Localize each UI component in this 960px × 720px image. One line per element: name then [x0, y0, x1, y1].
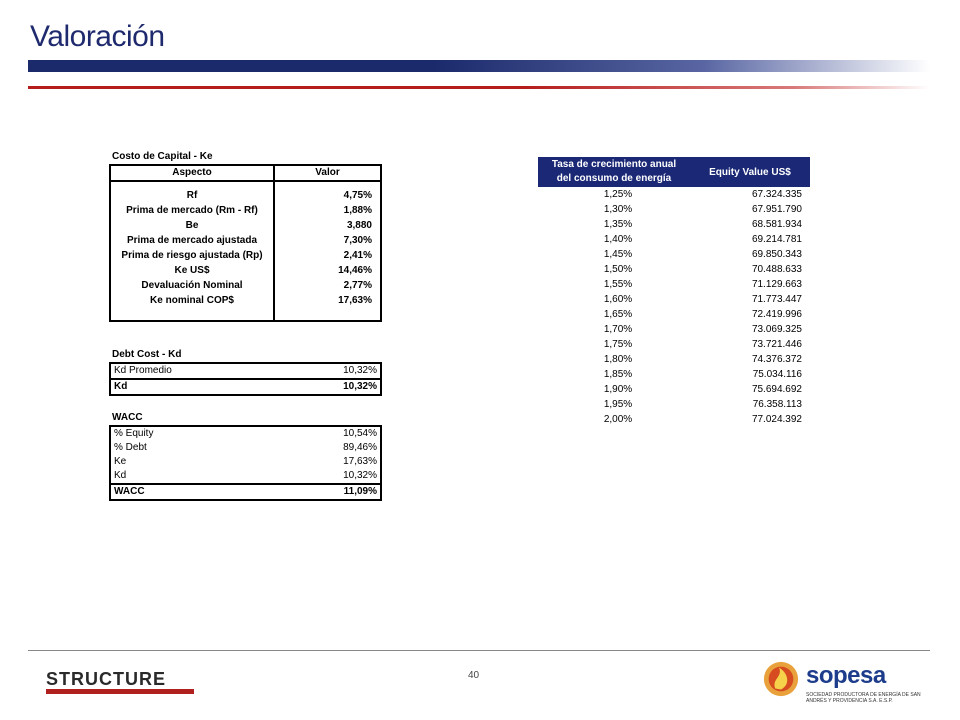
- growth-rate-cell: 1,90%: [603, 384, 633, 395]
- structure-logo-text: STRUCTURE: [46, 669, 166, 689]
- growth-rate-header-line2: del consumo de energía: [556, 173, 672, 184]
- ke-aspect: Prima de riesgo ajustada (Rp): [121, 250, 263, 261]
- equity-value-cell: 77.024.392: [751, 414, 802, 425]
- equity-value-cell: 76.358.113: [752, 399, 802, 410]
- ke-aspect: Devaluación Nominal: [141, 280, 243, 291]
- sopesa-logo-text: sopesa: [806, 662, 886, 689]
- header-red-line: [28, 86, 930, 89]
- ke-header-aspect: Aspecto: [110, 165, 274, 181]
- equity-value-cell: 69.850.343: [751, 249, 802, 260]
- ke-value: 3,880: [274, 218, 381, 233]
- growth-rate-header-line1: Tasa de crecimiento anual: [551, 159, 677, 170]
- sopesa-tagline: SOCIEDAD PRODUCTORA DE ENERGÍA DE SAN ANDRÉS Y PROVIDENCIA S.A. E.S.P.: [806, 692, 921, 704]
- growth-rate-cell: 1,95%: [603, 399, 633, 410]
- ke-section-label: Costo de Capital - Ke: [112, 151, 213, 162]
- equity-value-cell: 74.376.372: [751, 354, 802, 365]
- wacc-table: [109, 425, 382, 501]
- equity-value-cell: 71.773.447: [751, 294, 802, 305]
- growth-rate-cell: 1,60%: [603, 294, 633, 305]
- sopesa-flame-icon: [762, 660, 800, 698]
- footer-divider: [28, 650, 930, 651]
- kd-name: Kd Promedio: [114, 365, 172, 376]
- growth-rate-cell: 1,30%: [603, 204, 633, 215]
- growth-rate-cell: 2,00%: [603, 414, 633, 425]
- equity-value-cell: 71.129.663: [751, 279, 802, 290]
- growth-rate-cell: 1,70%: [603, 324, 633, 335]
- structure-logo-band: [46, 689, 194, 694]
- equity-value-cell: 75.034.116: [752, 369, 802, 380]
- equity-value-cell: 73.069.325: [751, 324, 802, 335]
- kd-value: 10,32%: [276, 379, 381, 395]
- wacc-value: 17,63%: [343, 456, 377, 467]
- structure-logo: [46, 670, 194, 694]
- ke-value: 1,88%: [274, 203, 381, 218]
- ke-aspect: Be: [185, 220, 199, 231]
- wacc-name: Kd: [114, 470, 127, 481]
- growth-rate-cell: 1,80%: [603, 354, 633, 365]
- wacc-name: % Equity: [114, 428, 154, 439]
- ke-aspect: Prima de mercado ajustada: [126, 235, 258, 246]
- equity-value-cell: 67.951.790: [751, 204, 802, 215]
- ke-aspect: Prima de mercado (Rm - Rf): [126, 205, 258, 216]
- equity-value-cell: 68.581.934: [751, 219, 802, 230]
- equity-value-cell: 67.324.335: [751, 189, 802, 200]
- kd-section-label: Debt Cost - Kd: [112, 349, 182, 360]
- growth-rate-cell: 1,35%: [603, 219, 633, 230]
- wacc-value: 10,54%: [343, 428, 377, 439]
- growth-rate-header: [538, 157, 690, 187]
- growth-rate-cell: 1,65%: [603, 309, 633, 320]
- growth-rate-cell: 1,85%: [603, 369, 633, 380]
- growth-rate-cell: 1,55%: [603, 279, 633, 290]
- growth-rate-cell: 1,75%: [603, 339, 633, 350]
- wacc-value: 10,32%: [343, 470, 377, 481]
- kd-table: [109, 362, 382, 396]
- ke-value: 7,30%: [274, 233, 381, 248]
- ke-value: 2,77%: [274, 278, 381, 293]
- ke-header-value: Valor: [274, 165, 381, 181]
- equity-value-cell: 73.721.446: [751, 339, 802, 350]
- kd-name: Kd: [110, 379, 276, 395]
- equity-value-cell: 72.419.996: [751, 309, 802, 320]
- growth-rate-cell: 1,50%: [603, 264, 633, 275]
- page-number: 40: [468, 670, 480, 681]
- wacc-section-label: WACC: [112, 412, 143, 423]
- page-title: Valoración: [30, 20, 165, 53]
- ke-value: 17,63%: [274, 293, 381, 308]
- ke-aspect: Ke US$: [174, 265, 210, 276]
- kd-value: 10,32%: [343, 365, 377, 376]
- ke-value: 4,75%: [274, 188, 381, 203]
- wacc-name: Ke: [114, 456, 127, 467]
- equity-value-header: Equity Value US$: [690, 157, 810, 187]
- ke-value: 14,46%: [274, 263, 381, 278]
- growth-rate-cell: 1,45%: [603, 249, 633, 260]
- wacc-value: 11,09%: [254, 484, 381, 500]
- growth-rate-cell: 1,25%: [603, 189, 633, 200]
- wacc-name: WACC: [110, 484, 254, 500]
- growth-rate-cell: 1,40%: [603, 234, 633, 245]
- ke-aspect: Ke nominal COP$: [150, 295, 234, 306]
- wacc-name: % Debt: [114, 442, 147, 453]
- ke-value: 2,41%: [274, 248, 381, 263]
- ke-aspect: Rf: [186, 190, 198, 201]
- wacc-value: 89,46%: [343, 442, 377, 453]
- header-blue-bar: [28, 60, 930, 72]
- equity-value-cell: 70.488.633: [751, 264, 802, 275]
- equity-value-cell: 75.694.692: [751, 384, 802, 395]
- equity-value-table: [538, 157, 810, 427]
- equity-value-cell: 69.214.781: [751, 234, 802, 245]
- sopesa-logo: [762, 656, 934, 712]
- ke-table: [109, 164, 382, 322]
